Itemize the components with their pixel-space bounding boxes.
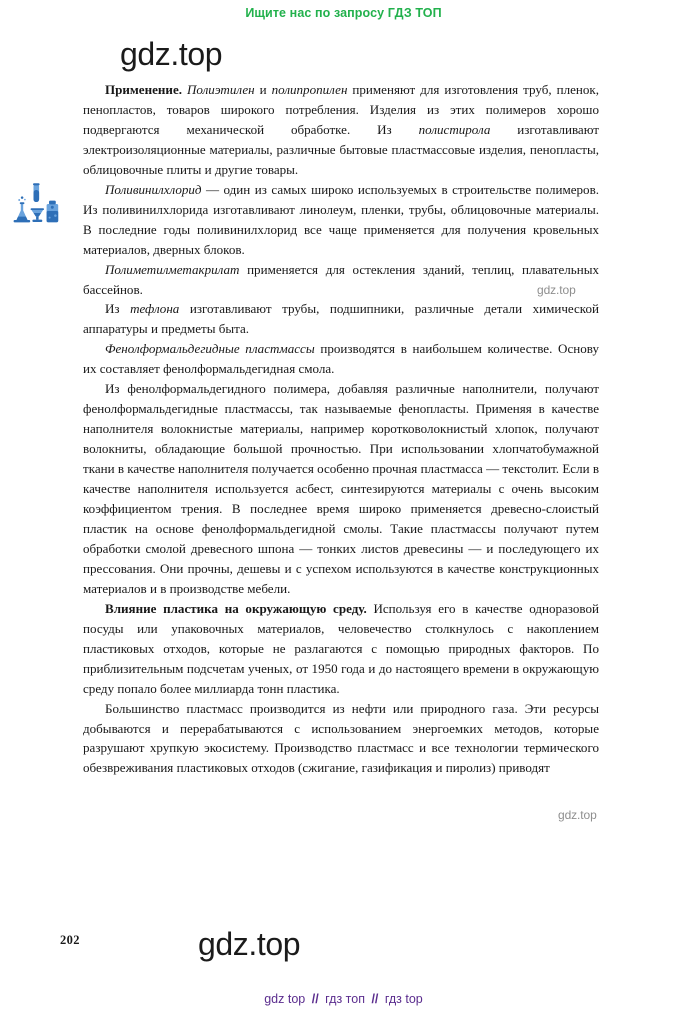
watermark-inline-upper: gdz.top (537, 283, 576, 297)
text-run-italic: полистирола (391, 121, 491, 137)
footer-separator-2: // (371, 992, 379, 1006)
footer-separator-1: // (311, 992, 319, 1006)
text-run-normal: применяется для остекления зданий, теплиц, плавательных бассейнов. (83, 261, 599, 297)
footer-link-gdz-top[interactable]: gdz top (264, 992, 306, 1006)
beaker-icon (47, 201, 59, 223)
chemistry-lab-equipment-icon (8, 182, 64, 234)
page-text-column (83, 80, 599, 778)
footer-links (0, 992, 687, 1006)
text-run-italic: Полиметилметакрилат (105, 261, 240, 277)
paragraph-p-environment (83, 599, 599, 699)
text-run-normal: изготавливают трубы, подшипники, различные детали химической аппаратуры и предметы быта. (83, 301, 599, 337)
text-run-italic: полипропилен (266, 82, 348, 97)
paragraph-p-primenenie (83, 80, 599, 180)
erlenmeyer-flask-icon (14, 196, 31, 222)
page-number: 202 (60, 933, 80, 947)
text-run-normal: применяют для изготовления труб, пленок, пенопластов, товаров широкого потребления. Изделия из этих полимеров хорошо подвергаются механической обработке. Из (83, 82, 599, 137)
watermark-inline-lower: gdz.top (558, 808, 597, 822)
text-run-normal: — один из самых широко используемых в строительстве полимеров. Из поливинилхлорида изготавливают линолеум, пленки, трубы, облицовочные материалы. В последние годы поливинилхлорид все чаще применяется для получения кровельных материалов, дверных блоков. (83, 181, 599, 257)
paragraph-p-oil-gas (83, 699, 599, 779)
test-tube-icon (33, 183, 40, 202)
text-run-normal: Большинство пластмасс производится из нефти или природного газа. Эти ресурсы добываются и перерабатываются с использованием энергоемких методов, которые разрушают хрупкую экосистему. Производство пластмасс и все технологии термического обезвреживания пластиковых отходов (сжигание, газификация и пиролиз) приводят (83, 700, 599, 776)
text-run-normal: Из фенолформальдегидного полимера, добавляя различные наполнители, получают фенолформальдегидные пластмассы, так называемые фенопласты. Применяя в качестве наполнителя волокнистые материалы, например коротковолокнистый хлопок, получают волокниты, обладающие большой прочностью. При использовании хлопчатобумажной ткани в качестве наполнителя получается особенно прочная пластмасса — текстолит. Если в качестве наполнителя используется асбест, синтезируются материалы с очень высоким коэффициентом трения. В последнее время широко применяется древесно-слоистый пластик на основе фенолформальдегидной смолы. Такие пластмассы получают путем обработки смолой древесного шпона — тонких листов древесины — и последующего их прессования. Они прочны, дешевы и с успехом используются в качестве конструкционных материалов и в производстве мебели. (83, 381, 599, 596)
text-run-italic: Полиэтилен (182, 82, 255, 97)
text-run-bold: Применение. (105, 82, 182, 97)
paragraph-p-pvc (83, 180, 599, 260)
paragraph-p-teflon (83, 299, 599, 339)
watermark-large: gdz.top (198, 926, 301, 962)
paragraph-p-phenol-intro (83, 339, 599, 379)
footer-link-gdz-top-mixed[interactable]: гдз top (384, 992, 423, 1006)
text-run-normal: Из (105, 301, 120, 317)
promo-banner: Ищите нас по запросу ГДЗ ТОП (245, 6, 442, 20)
paragraph-p-pmma (83, 260, 599, 300)
text-run-italic: Поливинилхлорид (105, 181, 202, 197)
paragraph-p-phenol-main (83, 379, 599, 598)
text-run-italic: Фенолформальдегидные пластмассы (105, 341, 315, 357)
text-run-normal: производятся в наибольшем количестве. Основу их составляет фенолформальдегидная смола. (83, 341, 599, 377)
text-run-italic: тефлона (119, 301, 180, 317)
text-run-normal: и (254, 82, 267, 97)
footer-link-gdz-top-ru[interactable]: гдз топ (325, 992, 365, 1006)
round-flask-icon (31, 208, 44, 222)
brand-logo: gdz.top (120, 36, 223, 72)
text-run-normal: Используя его в качестве одноразовой посуды или упаковочных материалов, человечество столкнулось с накоплением пластиковых отходов, которые не разлагаются с помощью природных факторов. По приблизительным подсчетам ученых, от 1950 года и до настоящего времени в окружающую среду попало более миллиарда тонн пластика. (83, 600, 599, 696)
text-run-bold: Влияние пластика на окружающую среду. (105, 600, 367, 616)
text-run-normal: изготавливают электроизоляционные материалы, различные бытовые пластмассовые изделия, пенопласты, облицовочные плиты и другие товары. (83, 121, 600, 177)
